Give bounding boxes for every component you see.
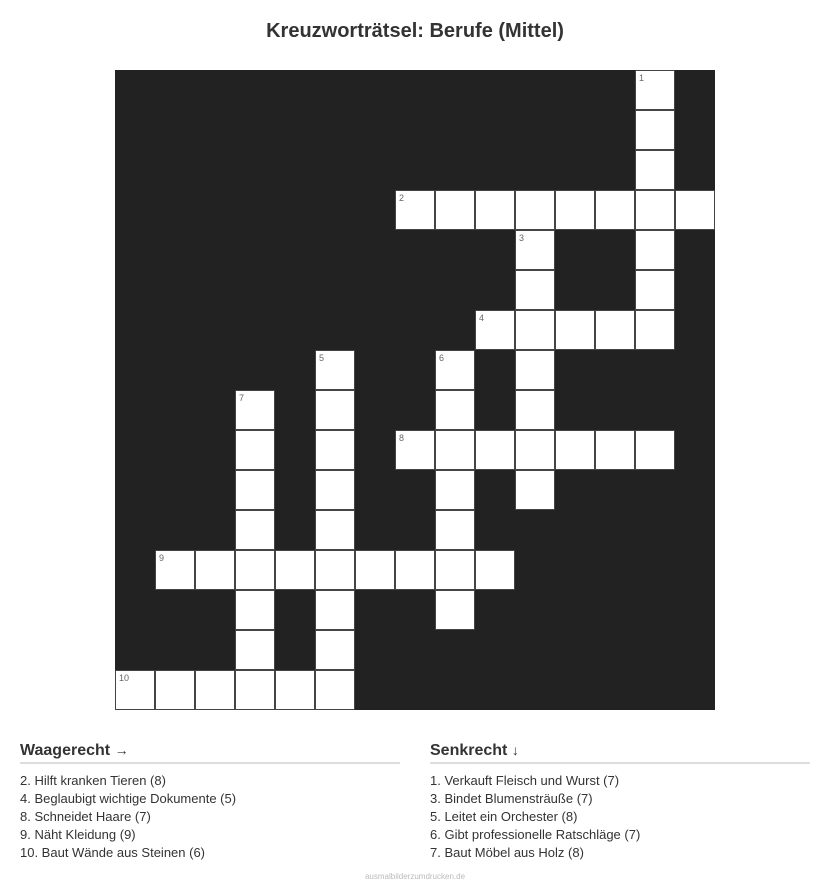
grid-cell[interactable] — [555, 310, 595, 350]
grid-cell[interactable] — [635, 190, 675, 230]
arrow-down-icon: ↓ — [511, 742, 519, 758]
grid-cell[interactable] — [235, 590, 275, 630]
grid-cell[interactable] — [475, 190, 515, 230]
grid-cell[interactable] — [155, 670, 195, 710]
cell-number: 10 — [119, 673, 130, 683]
clue-down-item: 3. Bindet Blumensträuße (7) — [430, 791, 593, 806]
grid-cell[interactable] — [635, 310, 675, 350]
clue-down-item: 5. Leitet ein Orchester (8) — [430, 809, 578, 824]
grid-cell[interactable] — [515, 310, 555, 350]
grid-cell[interactable] — [435, 350, 475, 390]
clues-down-heading-text: Senkrecht — [430, 742, 508, 759]
clue-across-item: 9. Näht Kleidung (9) — [20, 827, 136, 842]
clue-down-item: 1. Verkauft Fleisch und Wurst (7) — [430, 773, 620, 788]
clue-down-item: 7. Baut Möbel aus Holz (8) — [430, 845, 584, 860]
grid-cell[interactable] — [315, 670, 355, 710]
crossword-grid — [115, 70, 715, 710]
grid-cell[interactable] — [235, 550, 275, 590]
grid-cell[interactable] — [435, 470, 475, 510]
grid-cell[interactable] — [235, 390, 275, 430]
grid-cell[interactable] — [315, 430, 355, 470]
grid-cell[interactable] — [555, 430, 595, 470]
grid-cell[interactable] — [435, 510, 475, 550]
grid-cell[interactable] — [235, 510, 275, 550]
grid-cell[interactable] — [555, 190, 595, 230]
grid-cell[interactable] — [235, 630, 275, 670]
cell-number: 3 — [519, 233, 525, 243]
grid-cell[interactable] — [515, 470, 555, 510]
grid-cell[interactable] — [235, 430, 275, 470]
grid-cell[interactable] — [595, 190, 635, 230]
clues-down — [430, 740, 810, 862]
grid-cell[interactable] — [315, 470, 355, 510]
page-title: Kreuzworträtsel: Berufe (Mittel) — [266, 20, 564, 42]
grid-cell[interactable] — [635, 230, 675, 270]
grid-cell[interactable] — [675, 190, 715, 230]
grid-cell[interactable] — [635, 430, 675, 470]
grid-cell[interactable] — [315, 590, 355, 630]
cell-number: 6 — [439, 353, 445, 363]
cell-number: 9 — [159, 553, 165, 563]
grid-cell[interactable] — [315, 550, 355, 590]
grid-cell[interactable] — [395, 190, 435, 230]
grid-cell[interactable] — [315, 630, 355, 670]
grid-cell[interactable] — [275, 550, 315, 590]
grid-cell[interactable] — [475, 310, 515, 350]
grid-cell[interactable] — [435, 430, 475, 470]
grid-cell[interactable] — [315, 510, 355, 550]
grid-cell[interactable] — [195, 670, 235, 710]
grid-cell[interactable] — [315, 350, 355, 390]
cell-number: 1 — [639, 73, 645, 83]
cell-number: 2 — [399, 193, 405, 203]
grid-cell[interactable] — [515, 270, 555, 310]
grid-cell[interactable] — [115, 670, 155, 710]
grid-cell[interactable] — [355, 550, 395, 590]
grid-cell[interactable] — [515, 430, 555, 470]
grid-cell[interactable] — [435, 550, 475, 590]
grid-cell[interactable] — [595, 310, 635, 350]
grid-cell[interactable] — [435, 590, 475, 630]
grid-cell[interactable] — [515, 350, 555, 390]
cell-number: 4 — [479, 313, 485, 323]
grid-cell[interactable] — [275, 670, 315, 710]
grid-cell[interactable] — [475, 430, 515, 470]
cell-number: 5 — [319, 353, 325, 363]
grid-cell[interactable] — [315, 390, 355, 430]
grid-cell[interactable] — [235, 670, 275, 710]
clue-across-item: 10. Baut Wände aus Steinen (6) — [20, 845, 206, 860]
grid-cell[interactable] — [435, 190, 475, 230]
cell-number: 7 — [239, 393, 245, 403]
grid-cell[interactable] — [635, 150, 675, 190]
grid-cell[interactable] — [635, 70, 675, 110]
grid-cell[interactable] — [395, 550, 435, 590]
clues-across-heading — [20, 740, 400, 764]
clues-down-heading — [430, 740, 810, 764]
grid-cell[interactable] — [515, 390, 555, 430]
footer-credit: ausmalbilderzumdrucken.de — [364, 872, 466, 881]
grid-cell[interactable] — [635, 270, 675, 310]
arrow-right-icon: → — [114, 742, 129, 758]
grid-cell[interactable] — [235, 470, 275, 510]
grid-cell[interactable] — [155, 550, 195, 590]
grid-cell[interactable] — [435, 390, 475, 430]
grid-cell[interactable] — [635, 110, 675, 150]
grid-cell[interactable] — [515, 190, 555, 230]
clues-across — [20, 740, 400, 862]
cell-number: 8 — [399, 433, 405, 443]
grid-cell[interactable] — [595, 430, 635, 470]
grid-cell[interactable] — [515, 230, 555, 270]
grid-cell[interactable] — [195, 550, 235, 590]
grid-cell[interactable] — [475, 550, 515, 590]
clue-across-item: 4. Beglaubigt wichtige Dokumente (5) — [20, 791, 237, 806]
clue-across-item: 2. Hilft kranken Tieren (8) — [20, 773, 166, 788]
clue-across-item: 8. Schneidet Haare (7) — [20, 809, 151, 824]
clues-across-heading-text: Waagerecht — [20, 742, 111, 759]
clue-down-item: 6. Gibt professionelle Ratschläge (7) — [430, 827, 641, 842]
grid-cell[interactable] — [395, 430, 435, 470]
